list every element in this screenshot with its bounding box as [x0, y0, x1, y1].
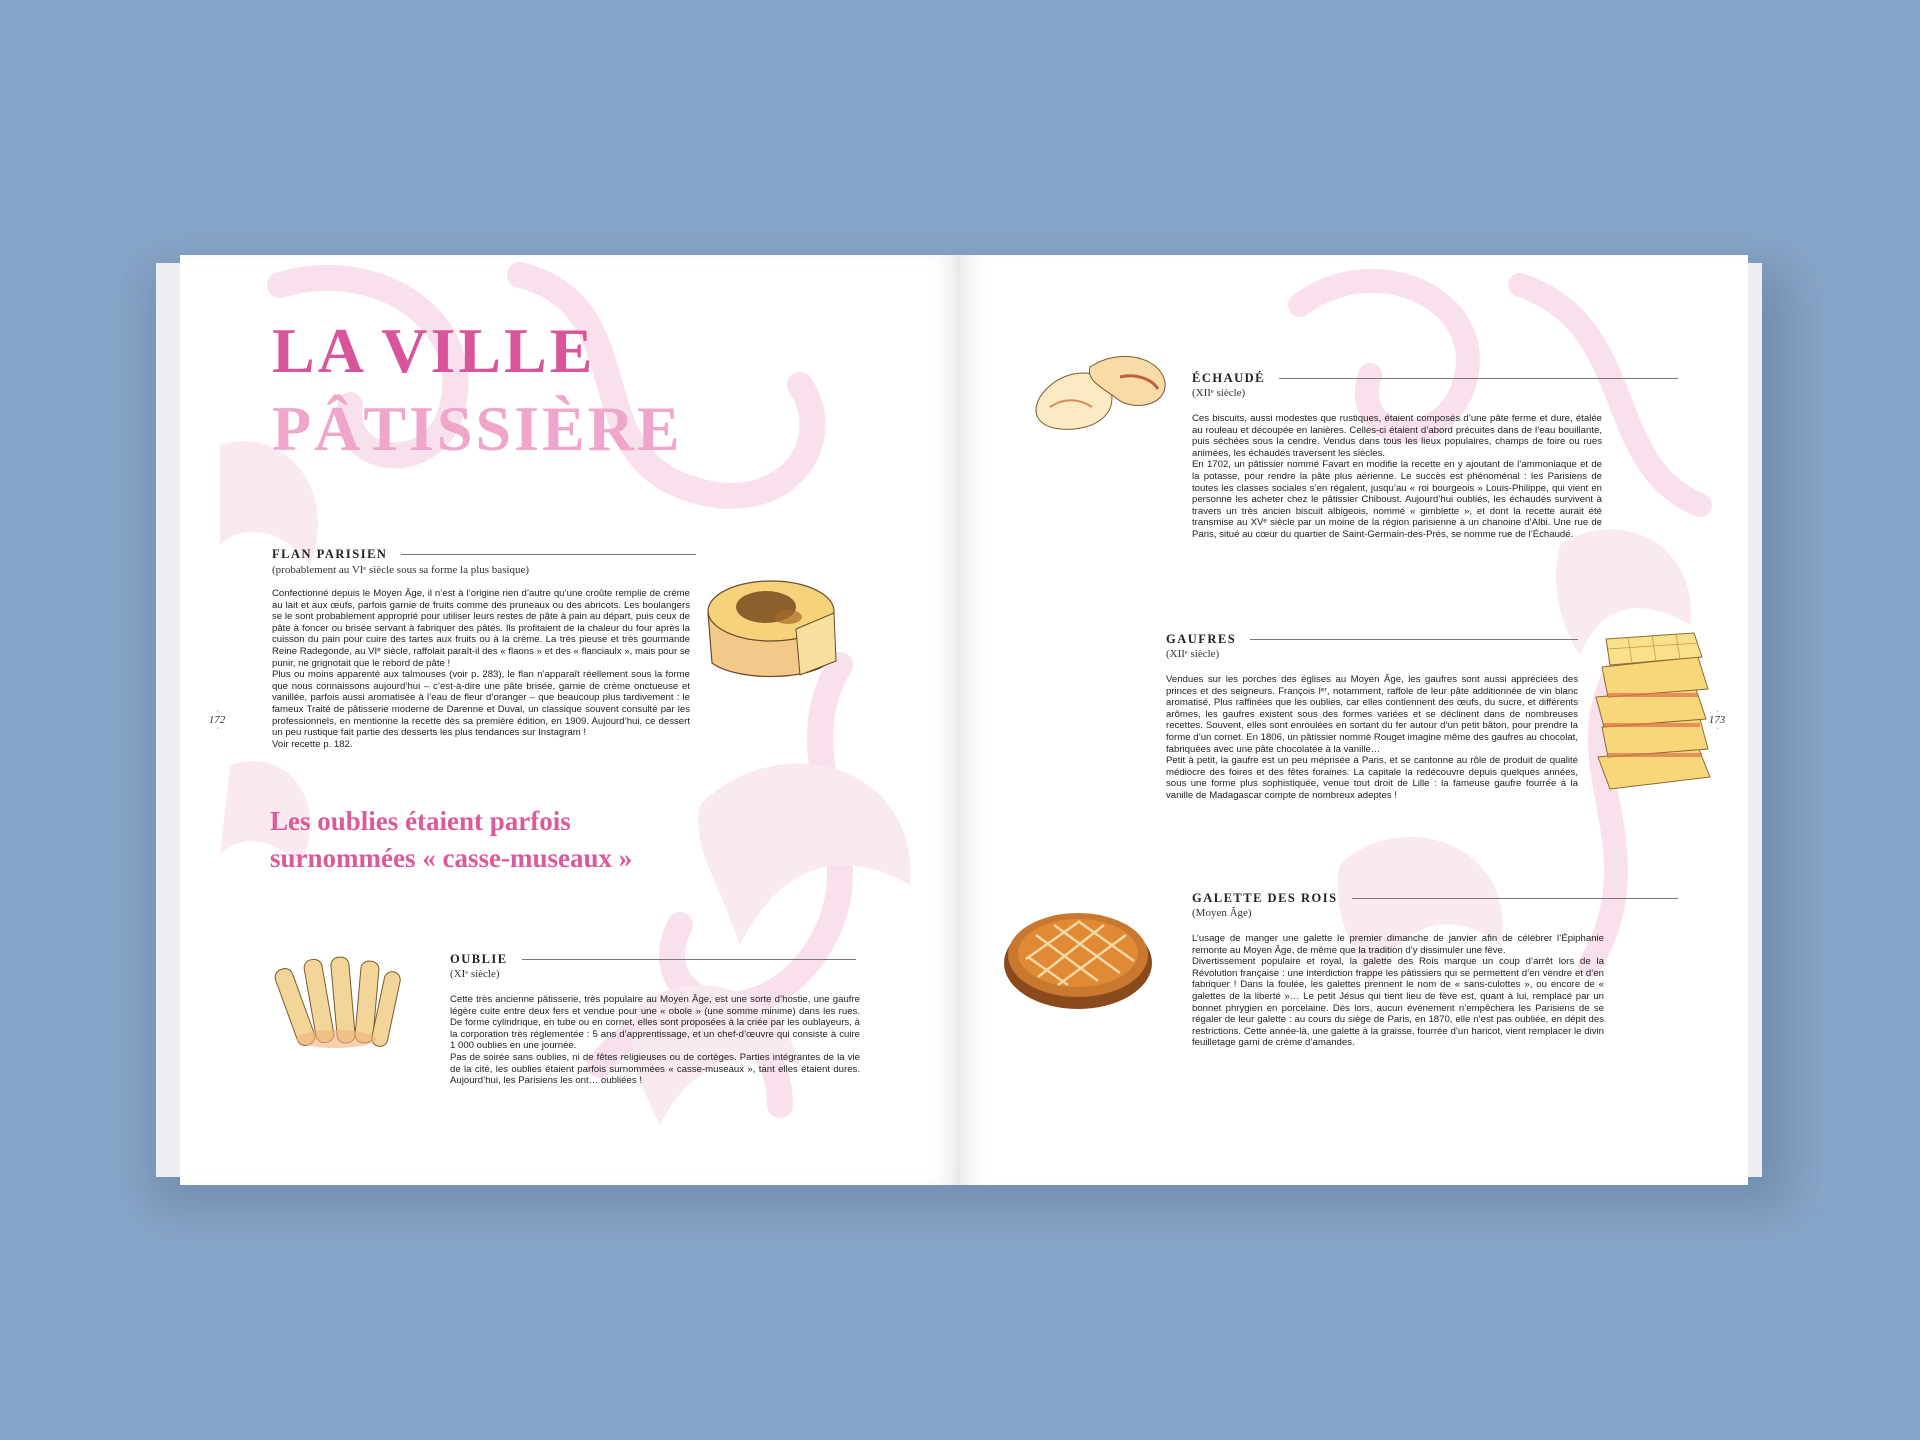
section-date-gaufres: (XIIᵉ siècle) — [1166, 648, 1220, 660]
page-number-value: 172 — [208, 714, 226, 726]
paragraph: Divertissement populaire et royal, la galette des Rois marque un coup d’arrêt lors de la Révolution française : une interdiction frappe les pâtissiers qui se permettent d’en vendre et d’en fabriquer ! Dans la foulée, les galettes prennent le nom de « sans-culottes », ou encore de « galettes de la liberté »… Le petit Jésus qui tient lieu de fève est, quant à lui, remplacé par un bonnet phrygien en porcelaine. Dès lors, aucun événement n’empêchera les Parisiens de se régaler de leur galette : au cours du siège de Paris, en 1870, elle n’est pas oubliée, en dépit des restrictions. Cette année-là, une galette à la graisse, fourrée d’un haricot, vient remplacer le divin feuilletage garni de crème d’amandes. — [1192, 956, 1604, 1049]
left-page — [180, 255, 960, 1185]
pull-quote: Les oublies étaient parfois surnommées « casse-museaux » — [270, 806, 633, 873]
page-number-right — [1702, 709, 1732, 731]
page-number-value: 173 — [1708, 714, 1726, 726]
section-name: GAUFRES — [1166, 632, 1237, 646]
chapter-title-line2: PÂTISSIÈRE — [272, 393, 683, 464]
page-number-left — [202, 709, 232, 731]
echaude-illustration — [1020, 337, 1180, 457]
page-number-ornament: ⋅ — [215, 724, 219, 733]
paragraph: Vendues sur les porches des églises au Moyen Âge, les gaufres sont aussi appréciées des princes et des seigneurs. François Iᵉʳ, notamment, raffole de leur pâte additionnée de vin blanc aromatisé. Plus raffinées que les oublies, car elles contiennent des œufs, du sucre, et différents arômes, les gaufres existent sous des formes variées et se déclinent dans de nombreuses recettes. Souvent, elles sont enroulées en sortant du fer autour d’un petit bâton, pour prendre la forme d’un cornet. En 1806, un pâtissier nommé Rouget imagine même des gaufres au chocolat, fabriquées avec une pâte chocolatée à la vanille… — [1166, 674, 1578, 755]
section-header-galette — [1192, 891, 1678, 906]
oublie-illustration — [266, 947, 416, 1067]
section-name: FLAN PARISIEN — [272, 547, 388, 561]
section-name: GALETTE DES ROIS — [1192, 891, 1338, 905]
section-name: ÉCHAUDÉ — [1192, 371, 1266, 385]
section-header-flan — [272, 547, 696, 562]
gaufres-illustration — [1588, 627, 1718, 797]
section-date-galette: (Moyen Âge) — [1192, 907, 1252, 919]
paragraph: En 1702, un pâtissier nommé Favart en modifie la recette en y ajoutant de l’ammoniaque et de la potasse, pour rendre la pâte plus aérienne. Le succès est phénoménal : les Parisiens de toutes les classes sociales s’en régalent, jusqu’au « roi bourgeois » Louis-Philippe, qui vient en personne les acheter chez le pâtissier Chiboust. Aujourd’hui oubliés, les échaudés survivent à travers un très ancien biscuit albigeois, nommé « gimblette », et dont la recette aurait été transmise au XVᵉ siècle par un moine de la région parisienne à un chanoine d’Albi. Une rue de Paris, situé au cœur du quartier de Saint-Germain-des-Prés, se nomme rue de l’Échaudé. — [1192, 459, 1602, 540]
right-page — [960, 255, 1748, 1185]
paragraph: Cette très ancienne pâtisserie, très populaire au Moyen Âge, est une sorte d’hostie, une gaufre légère cuite entre deux fers et vendue pour une « obole » (une somme minime) dans les rues. De forme cylindrique, en tube ou en cornet, elles sont proposées à la criée par les oublayeurs, à la corporation très réglementée : 5 ans d’apprentissage, et un chef-d’œuvre qui consiste à cuire 1 000 oublies en une journée. — [450, 994, 860, 1052]
paragraph: Confectionné depuis le Moyen Âge, il n’est à l’origine rien d’autre qu’une croûte remplie de crème au lait et aux œufs, parfois garnie de fruits comme des pruneaux ou des abricots. Les boulangers se le sont probablement approprié pour utiliser leurs restes de pâte à pain au départ, puis ceux de pâte à foncer ou brisée servant à fabriquer des pâtés. Ils profitaient de la chaleur du four après la cuisson du pain pour cuire des tartes aux fruits ou à la crème. La très pieuse et très gourmande Reine Radegonde, au VIᵉ siècle, raffolait paraît-il des « flaons » et des « flanciaulx », mais pour se punir, ne grignotait que le rebord de pâte ! — [272, 588, 690, 669]
paragraph: L’usage de manger une galette le premier dimanche de janvier afin de célébrer l’Épiphanie remonte au Moyen Âge, de même que la tradition d’y dissimuler une fève. — [1192, 933, 1604, 956]
left-page-edge — [156, 263, 182, 1177]
paragraph: Petit à petit, la gaufre est un peu méprisée à Paris, et se cantonne au rôle de produit de qualité médiocre des foires et des fêtes foraines. La capitale la redécouvre depuis quelques années, sous une forme plus sophistiquée, venue tout droit de Lille : la fameuse gaufre fourrée à la vanille de Madagascar compte de nombreux adeptes ! — [1166, 755, 1578, 801]
section-header-gaufres — [1166, 632, 1578, 647]
section-text-gaufres — [1166, 674, 1578, 802]
section-text-galette — [1192, 933, 1604, 1049]
page-number-ornament: ⋅ — [1715, 724, 1719, 733]
section-rule — [522, 959, 856, 960]
galette-illustration — [998, 895, 1158, 1015]
section-rule — [1279, 378, 1678, 379]
paragraph: Voir recette p. 182. — [272, 738, 353, 750]
paragraph: Pas de soirée sans oublies, ni de fêtes religieuses ou de cortèges. Parties intégrantes de la vie de la cité, les oublies étaient parfois surnommées « casse-museaux », tant elles étaient dures. Aujourd’hui, les Parisiens les ont… oubliées ! — [450, 1051, 860, 1087]
section-text-flan — [272, 588, 690, 750]
paragraph: Ces biscuits, aussi modestes que rustiques, étaient composés d’une pâte ferme et dure, étalée au rouleau et découpée en lanières. Celles-ci étaient d’abord précuites dans de l’eau bouillante, puis séchées sous la cendre. Vendus dans tous les lieux populaires, champs de foire ou rues animées, les échaudés traversent les siècles. — [1192, 413, 1602, 459]
page-number-ornament: ⋅ — [215, 707, 219, 716]
section-header-echaude — [1192, 371, 1678, 386]
section-text-oublie — [450, 994, 860, 1087]
section-rule — [1352, 898, 1678, 899]
section-name: OUBLIE — [450, 952, 508, 966]
flan-illustration — [696, 551, 846, 691]
section-date-flan: (probablement au VIᵉ siècle sous sa forme la plus basique) — [272, 564, 530, 576]
section-rule — [401, 554, 696, 555]
section-date-echaude: (XIIᵉ siècle) — [1192, 387, 1246, 399]
page-number-ornament: ⋅ — [1715, 707, 1719, 716]
book-spread — [144, 255, 1774, 1185]
paragraph: Plus ou moins apparenté aux talmouses (voir p. 283), le flan n’apparaît réellement sous la forme que nous connaissons aujourd’hui – c’est-à-dire une pâte brisée, garnie de crème onctueuse et vanillée, parfois aussi aromatisée à l’eau de fleur d’oranger – que beaucoup plus tardivement : le fameux Traité de pâtisserie moderne de Darenne et Duval, un classique souvent consulté par les professionnels, en mentionne la recette dès sa première édition, en 1909. Aujourd’hui, ce dessert un peu rustique fait partie des desserts les plus tendances sur Instagram ! — [272, 669, 690, 739]
section-text-echaude — [1192, 413, 1602, 541]
chapter-title-line1: LA VILLE — [272, 315, 596, 386]
section-rule — [1250, 639, 1578, 640]
section-header-oublie — [450, 952, 856, 967]
section-date-oublie: (XIᵉ siècle) — [450, 968, 500, 980]
